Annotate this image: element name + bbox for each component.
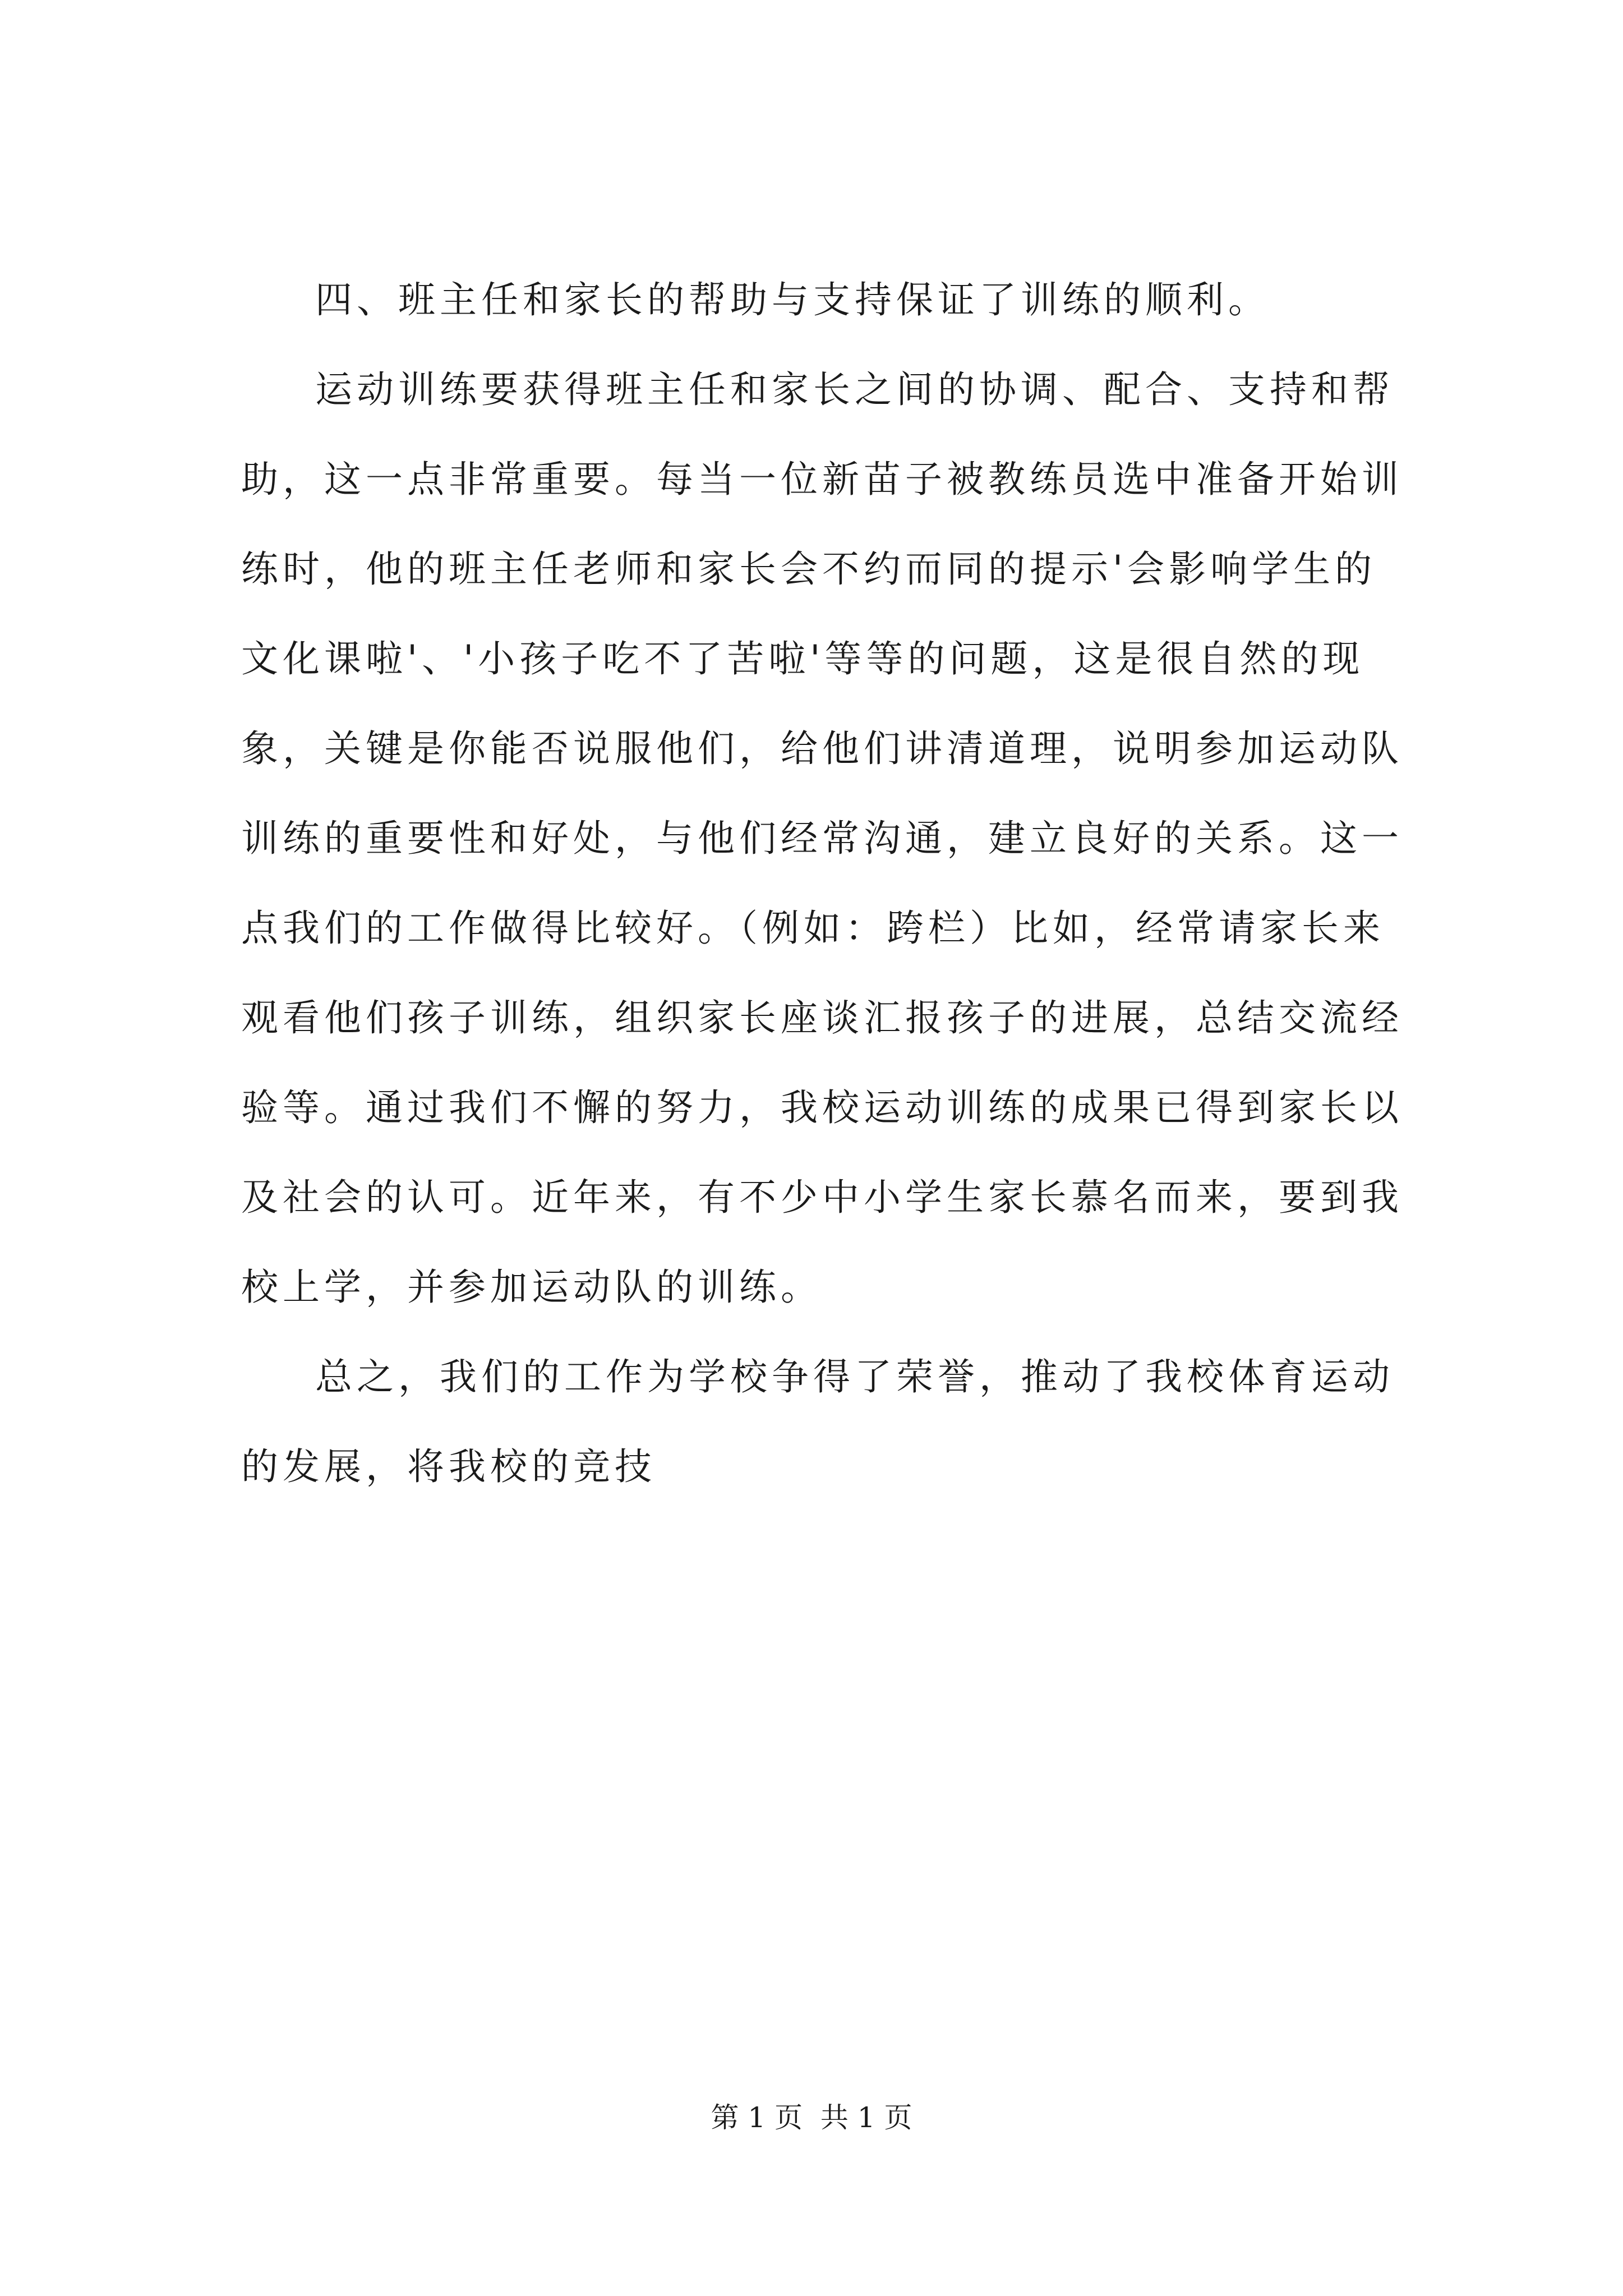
paragraph-line: 练时，他的班主任老师和家长会不约而同的提示'会影响学生的 — [241, 547, 1377, 591]
paragraph-line: 运动训练要获得班主任和家长之间的协调、配合、支持和帮 — [315, 368, 1394, 411]
section-heading: 四、班主任和家长的帮助与支持保证了训练的顺利。 — [315, 278, 1270, 321]
paragraph-line: 校上学，并参加运动队的训练。 — [241, 1266, 822, 1309]
paragraph-line: 助，这一点非常重要。每当一位新苗子被教练员选中准备开始训 — [241, 458, 1403, 501]
paragraph-line: 文化课啦'、'小孩子吃不了苦啦'等等的问题，这是很自然的现 — [241, 637, 1364, 680]
paragraph-line: 观看他们孩子训练，组织家长座谈汇报孩子的进展，总结交流经 — [241, 996, 1403, 1039]
paragraph-line: 验等。通过我们不懈的努力，我校运动训练的成果已得到家长以 — [241, 1086, 1403, 1129]
paragraph-line: 象，关键是你能否说服他们，给他们讲清道理，说明参加运动队 — [241, 727, 1403, 770]
page-footer — [0, 2098, 1623, 2137]
document-body — [241, 255, 1430, 1512]
paragraph-line: 训练的重要性和好处，与他们经常沟通，建立良好的关系。这一 — [241, 817, 1403, 860]
paragraph-line: 点我们的工作做得比较好。（例如：跨栏）比如，经常请家长来 — [241, 907, 1385, 950]
paragraph-line: 及社会的认可。近年来，有不少中小学生家长慕名而来，要到我 — [241, 1176, 1403, 1219]
page-number-label: 第 1 页 共 1 页 — [711, 2101, 912, 2134]
paragraph-line: 的发展，将我校的竞技 — [241, 1445, 656, 1488]
paragraph-line: 总之，我们的工作为学校争得了荣誉，推动了我校体育运动 — [315, 1355, 1394, 1398]
